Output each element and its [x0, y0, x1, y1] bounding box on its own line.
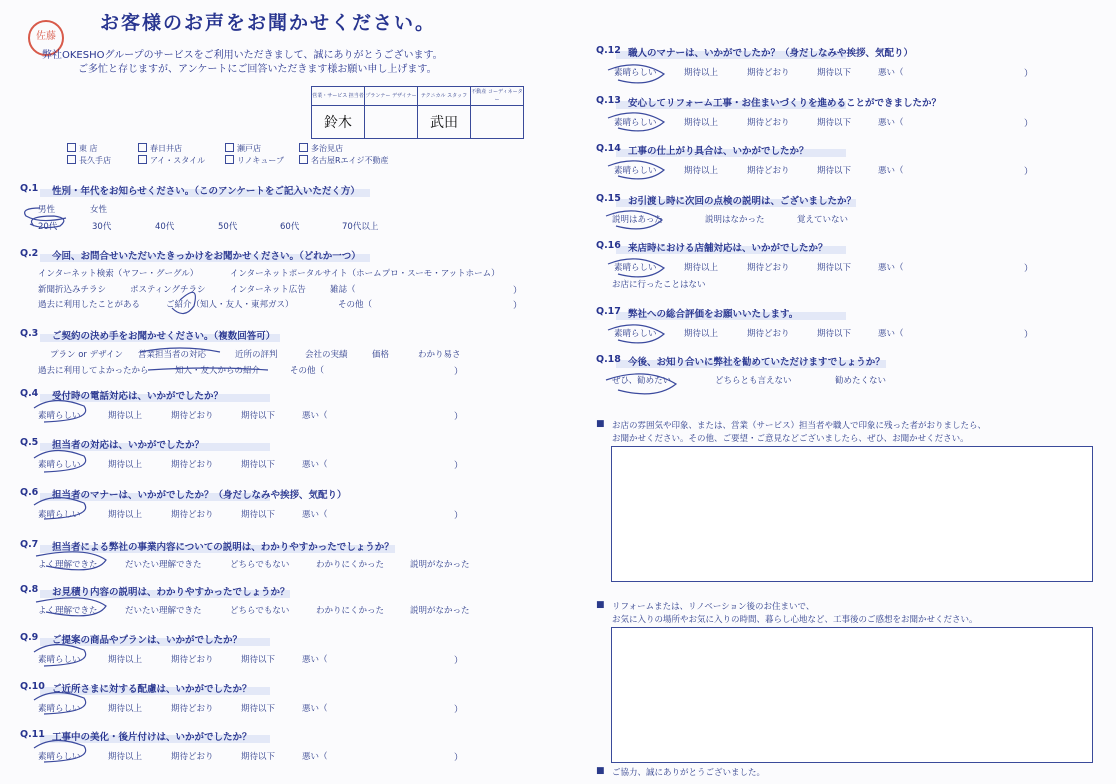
staff-header-technical: テクニカル スタッフ [418, 87, 471, 106]
q7-option-mostly-understood[interactable]: だいたい理解できた [125, 560, 202, 570]
q8-option-hard[interactable]: わかりにくかった [316, 606, 385, 616]
q3-option-track-record[interactable]: 会社の実績 [305, 350, 348, 360]
q13-poor-close: ） [1024, 119, 1034, 129]
q1-option-20s[interactable]: 20代 [38, 222, 58, 232]
q6-option-excellent[interactable]: 素晴らしい [38, 510, 81, 520]
staff-name-sales[interactable]: 鈴木 [312, 106, 365, 139]
q6-label: Q.6 [20, 487, 39, 498]
q17-option-below-expectation[interactable]: 期待以下 [817, 329, 852, 339]
q3-option-price[interactable]: 価格 [372, 350, 390, 360]
q12-option-as-expected[interactable]: 期待どおり [747, 68, 790, 78]
q10-option-below-expectation[interactable]: 期待以下 [241, 704, 276, 714]
q10-option-as-expected[interactable]: 期待どおり [171, 704, 214, 714]
q4-option-above-expectation[interactable]: 期待以上 [108, 411, 143, 421]
q16-option-poor[interactable]: 悪い（ [878, 263, 904, 273]
staff-header-realestate: 不動産 コーディネーター [471, 87, 524, 106]
checkbox-icon [67, 155, 76, 164]
q11-poor-close: ） [454, 753, 464, 763]
q10-option-excellent[interactable]: 素晴らしい [38, 704, 81, 714]
q9-option-as-expected[interactable]: 期待どおり [171, 655, 214, 665]
q14-poor-close: ） [1024, 167, 1034, 177]
q16-option-excellent[interactable]: 素晴らしい [614, 263, 657, 273]
q13-option-below-expectation[interactable]: 期待以下 [817, 118, 852, 128]
q17-poor-close: ） [1024, 330, 1034, 340]
q2-option-past-use[interactable]: 過去に利用したことがある [38, 300, 141, 310]
q6-text: 担当者のマナーは、いかがでしたか？（身だしなみや挨拶、気配り） [52, 490, 347, 501]
q11-option-above-expectation[interactable]: 期待以上 [108, 752, 143, 762]
q16-text: 来店時における店舗対応は、いかがでしたか？ [628, 243, 828, 254]
q9-option-above-expectation[interactable]: 期待以上 [108, 655, 143, 665]
q8-option-no-explanation[interactable]: 説明がなかった [410, 606, 470, 616]
q9-option-below-expectation[interactable]: 期待以下 [241, 655, 276, 665]
q12-option-poor[interactable]: 悪い（ [878, 68, 904, 78]
comment2-textarea[interactable] [611, 627, 1093, 763]
store-checkbox-nagoya-rage[interactable]: 名古屋Rエイジ不動産 [299, 155, 389, 166]
q13-option-above-expectation[interactable]: 期待以上 [684, 118, 719, 128]
staff-name-planner[interactable] [365, 106, 418, 139]
q4-text: 受付時の電話対応は、いかがでしたか？ [52, 391, 224, 402]
q18-option-neutral[interactable]: どちらとも言えない [715, 376, 792, 386]
q11-text: 工事中の美化・後片付けは、いかがでしたか？ [52, 732, 252, 743]
q16-label: Q.16 [596, 240, 621, 251]
q12-text: 職人のマナーは、いかがでしたか？（身だしなみや挨拶、気配り） [628, 48, 914, 59]
q3-option-other[interactable]: その他（ [290, 366, 325, 376]
q17-option-poor[interactable]: 悪い（ [878, 329, 904, 339]
q4-poor-close: ） [454, 412, 464, 422]
q11-option-poor[interactable]: 悪い（ [302, 752, 328, 762]
checkbox-icon [138, 143, 147, 152]
q14-option-above-expectation[interactable]: 期待以上 [684, 166, 719, 176]
q18-label: Q.18 [596, 354, 621, 365]
store-checkbox-tajimi[interactable]: 多治見店 [299, 143, 343, 154]
checkbox-icon [67, 143, 76, 152]
checkbox-icon [138, 155, 147, 164]
q12-option-above-expectation[interactable]: 期待以上 [684, 68, 719, 78]
q16-option-never-visited[interactable]: お店に行ったことはない [612, 280, 706, 290]
q18-option-recommend[interactable]: ぜひ、勧めたい [612, 376, 672, 386]
q2-text: 今回、お問合せいただいたきっかけをお聞かせください。（どれか一つ） [52, 251, 361, 262]
q9-text: ご提案の商品やプランは、いかがでしたか？ [52, 635, 243, 646]
q8-label: Q.8 [20, 584, 39, 595]
q15-label: Q.15 [596, 193, 621, 204]
q3-label: Q.3 [20, 328, 39, 339]
checkbox-icon [299, 143, 308, 152]
store-checkbox-istyle[interactable]: アイ・スタイル [138, 155, 205, 166]
comment1-bullet: ■ [596, 419, 605, 429]
q7-text: 担当者による弊社の事業内容についての説明は、わかりやすかったでしょうか？ [52, 542, 394, 553]
q2-option-search[interactable]: インターネット検索（ヤフー・グーグル） [38, 269, 199, 279]
q5-option-as-expected[interactable]: 期待どおり [171, 460, 214, 470]
q1-option-70s-plus[interactable]: 70代以上 [342, 222, 379, 232]
q4-option-as-expected[interactable]: 期待どおり [171, 411, 214, 421]
q1-text: 性別・年代をお知らせください。（このアンケートをご記入いただく方） [52, 186, 360, 197]
q1-option-60s[interactable]: 60代 [280, 222, 300, 232]
page-title: お客様のお声をお聞かせください。 [100, 12, 437, 34]
q8-option-mostly-understood[interactable]: だいたい理解できた [125, 606, 202, 616]
staff-header-sales: 営業・サービス 担当者 [312, 87, 365, 106]
q1-label: Q.1 [20, 183, 39, 194]
q2-label: Q.2 [20, 248, 39, 259]
q9-option-excellent[interactable]: 素晴らしい [38, 655, 81, 665]
q2-other-close: ） [513, 301, 523, 311]
q3-option-clarity[interactable]: わかり易さ [418, 350, 461, 360]
q7-option-neutral[interactable]: どちらでもない [230, 560, 290, 570]
q6-poor-close: ） [454, 511, 464, 521]
footer-bullet: ■ [596, 766, 605, 776]
q5-option-below-expectation[interactable]: 期待以下 [241, 460, 276, 470]
q10-poor-close: ） [454, 705, 464, 715]
q12-poor-close: ） [1024, 69, 1034, 79]
store-checkbox-renocube[interactable]: リノキューブ [225, 155, 284, 166]
q8-option-understood-well[interactable]: よく理解できた [38, 606, 98, 616]
q17-option-above-expectation[interactable]: 期待以上 [684, 329, 719, 339]
store-checkbox-higashi[interactable]: 東 店 [67, 143, 98, 154]
comment1-textarea[interactable] [611, 446, 1093, 582]
q3-option-past-good[interactable]: 過去に利用してよかったから [38, 366, 149, 376]
q7-option-hard[interactable]: わかりにくかった [316, 560, 385, 570]
q17-label: Q.17 [596, 306, 621, 317]
store-checkbox-nagakute[interactable]: 長久手店 [67, 155, 111, 166]
q9-option-poor[interactable]: 悪い（ [302, 655, 328, 665]
q16-option-as-expected[interactable]: 期待どおり [747, 263, 790, 273]
hanko-stamp: 佐藤 [28, 20, 64, 56]
q1-option-40s[interactable]: 40代 [155, 222, 175, 232]
q3-text: ご契約の決め手をお聞かせください。（複数回答可） [52, 331, 276, 342]
q14-label: Q.14 [596, 143, 621, 154]
q12-option-below-expectation[interactable]: 期待以下 [817, 68, 852, 78]
q7-label: Q.7 [20, 539, 39, 550]
q2-option-portal[interactable]: インターネットポータルサイト（ホームプロ・スーモ・アットホーム） [230, 269, 500, 279]
q13-option-as-expected[interactable]: 期待どおり [747, 118, 790, 128]
q13-text: 安心してリフォーム工事・お住まいづくりを進めることができましたか？ [628, 98, 942, 109]
q11-option-below-expectation[interactable]: 期待以下 [241, 752, 276, 762]
q2-option-newspaper-flyer[interactable]: 新聞折込みチラシ [38, 285, 107, 295]
q2-magazine-close: ） [513, 286, 523, 296]
q9-label: Q.9 [20, 632, 39, 643]
checkbox-icon [299, 155, 308, 164]
q14-option-below-expectation[interactable]: 期待以下 [817, 166, 852, 176]
staff-name-realestate[interactable] [471, 106, 524, 139]
store-checkbox-seto[interactable]: 瀬戸店 [225, 143, 261, 154]
q10-option-above-expectation[interactable]: 期待以上 [108, 704, 143, 714]
staff-name-technical[interactable]: 武田 [418, 106, 471, 139]
q15-option-not-explained[interactable]: 説明はなかった [705, 215, 765, 225]
q10-text: ご近所さまに対する配慮は、いかがでしたか？ [52, 684, 252, 695]
q13-label: Q.13 [596, 95, 621, 106]
q3-option-sales-staff[interactable]: 営業担当者の対応 [138, 350, 207, 360]
q3-option-plan-design[interactable]: プラン or デザイン [50, 350, 124, 360]
q5-option-poor[interactable]: 悪い（ [302, 460, 328, 470]
q7-option-understood-well[interactable]: よく理解できた [38, 560, 98, 570]
q5-text: 担当者の対応は、いかがでしたか？ [52, 440, 205, 451]
q7-option-no-explanation[interactable]: 説明がなかった [410, 560, 470, 570]
q6-option-below-expectation[interactable]: 期待以下 [241, 510, 276, 520]
q15-option-dont-remember[interactable]: 覚えていない [797, 215, 849, 225]
comment1-prompt-line-2: お聞かせください。その他、ご要望・ご意見などございましたら、ぜひ、お聞かせください。 [612, 434, 969, 444]
q10-option-poor[interactable]: 悪い（ [302, 704, 328, 714]
footer-thanks: ご協力、誠にありがとうございました。 [612, 768, 766, 778]
q2-option-magazine[interactable]: 雑誌（ [330, 285, 356, 295]
q2-option-web-ad[interactable]: インターネット広告 [230, 285, 306, 295]
q11-option-as-expected[interactable]: 期待どおり [171, 752, 214, 762]
q6-option-as-expected[interactable]: 期待どおり [171, 510, 214, 520]
q4-option-excellent[interactable]: 素晴らしい [38, 411, 81, 421]
intro-line-2: ご多忙と存じますが、アンケートにご回答いただきます様お願い申し上げます。 [78, 64, 437, 75]
comment1-prompt-line-1: お店の雰囲気や印象、または、営業（サービス）担当者や職人で印象に残った者がおりましたら、 [612, 421, 987, 431]
q6-option-poor[interactable]: 悪い（ [302, 510, 328, 520]
q10-label: Q.10 [20, 681, 45, 692]
q8-text: お見積り内容の説明は、わかりやすかったでしょうか？ [52, 587, 290, 598]
comment2-bullet: ■ [596, 600, 605, 610]
q15-option-explained[interactable]: 説明はあった [612, 215, 663, 225]
q3-option-reputation[interactable]: 近所の評判 [235, 350, 278, 360]
q12-label: Q.12 [596, 45, 621, 56]
q2-option-other[interactable]: その他（ [338, 300, 373, 310]
q1-option-female[interactable]: 女性 [90, 205, 108, 215]
q14-text: 工事の仕上がり具合は、いかがでしたか？ [628, 146, 809, 157]
staff-table [311, 86, 524, 139]
q2-option-posting-flyer[interactable]: ポスティングチラシ [130, 285, 206, 295]
store-checkbox-kasugai[interactable]: 春日井店 [138, 143, 182, 154]
q5-option-above-expectation[interactable]: 期待以上 [108, 460, 143, 470]
q4-label: Q.4 [20, 388, 39, 399]
q4-option-poor[interactable]: 悪い（ [302, 411, 328, 421]
q17-option-excellent[interactable]: 素晴らしい [614, 329, 657, 339]
q1-option-50s[interactable]: 50代 [218, 222, 238, 232]
q16-poor-close: ） [1024, 264, 1034, 274]
q3-option-friend-referral[interactable]: 知人・友人からの紹介 [175, 366, 261, 376]
q14-option-excellent[interactable]: 素晴らしい [614, 166, 657, 176]
q8-option-neutral[interactable]: どちらでもない [230, 606, 290, 616]
q13-option-poor[interactable]: 悪い（ [878, 118, 904, 128]
q5-label: Q.5 [20, 437, 39, 448]
q2-option-referral[interactable]: ご紹介（知人・友人・東邦ガス） [166, 300, 294, 310]
checkbox-icon [225, 155, 234, 164]
q4-option-below-expectation[interactable]: 期待以下 [241, 411, 276, 421]
q18-option-not-recommend[interactable]: 勧めたくない [835, 376, 887, 386]
checkbox-icon [225, 143, 234, 152]
comment2-prompt-line-1: リフォームまたは、リノベーション後のお住まいで、 [612, 602, 815, 612]
q3-other-close: ） [454, 367, 464, 377]
q14-option-as-expected[interactable]: 期待どおり [747, 166, 790, 176]
q1-option-30s[interactable]: 30代 [92, 222, 112, 232]
q6-option-above-expectation[interactable]: 期待以上 [108, 510, 143, 520]
q16-option-above-expectation[interactable]: 期待以上 [684, 263, 719, 273]
q17-option-as-expected[interactable]: 期待どおり [747, 329, 790, 339]
q11-option-excellent[interactable]: 素晴らしい [38, 752, 81, 762]
q1-option-male[interactable]: 男性 [38, 205, 56, 215]
q9-poor-close: ） [454, 656, 464, 666]
comment2-prompt-line-2: お気に入りの場所やお気に入りの時間、暮らし心地など、工事後のご感想をお聞かせください。 [612, 615, 978, 625]
staff-header-planner: プランナー デザイナー [365, 87, 418, 106]
q5-option-excellent[interactable]: 素晴らしい [38, 460, 81, 470]
q11-label: Q.11 [20, 729, 45, 740]
intro-line-1: 弊社OKESHOグループのサービスをご利用いただきまして、誠にありがとうございます。 [42, 50, 443, 61]
q15-text: お引渡し時に次回の点検の説明は、ございましたか？ [628, 196, 857, 207]
q17-text: 弊社への総合評価をお願いいたします。 [628, 309, 799, 320]
q12-option-excellent[interactable]: 素晴らしい [614, 68, 657, 78]
q14-option-poor[interactable]: 悪い（ [878, 166, 904, 176]
q5-poor-close: ） [454, 461, 464, 471]
q16-option-below-expectation[interactable]: 期待以下 [817, 263, 852, 273]
q18-text: 今後、お知り合いに弊社を勧めていただけますでしょうか？ [628, 357, 885, 368]
q13-option-excellent[interactable]: 素晴らしい [614, 118, 657, 128]
